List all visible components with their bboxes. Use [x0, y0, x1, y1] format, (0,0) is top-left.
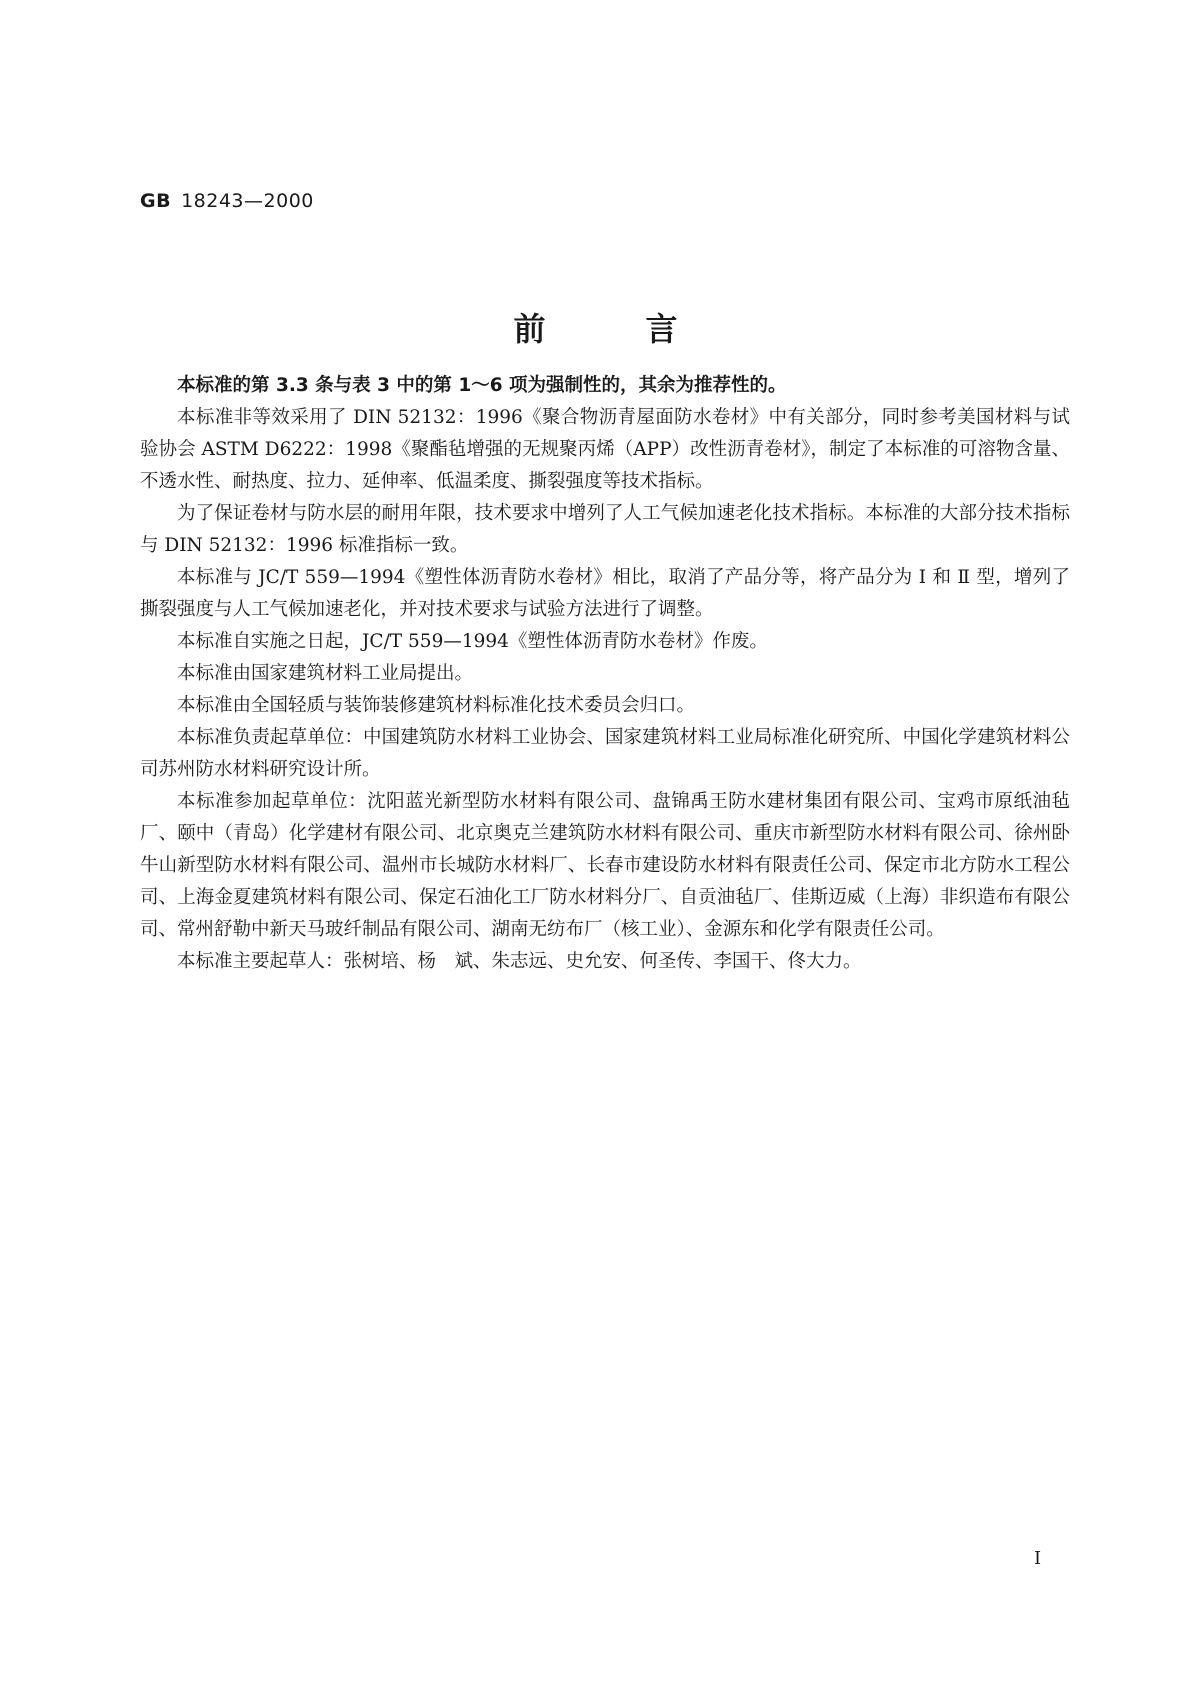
paragraph-supersedes: 本标准自实施之日起，JC/T 559—1994《塑性体沥青防水卷材》作废。: [177, 631, 768, 652]
standard-code: 18243—2000: [181, 190, 314, 212]
paragraph-reference-standards: 本标准非等效采用了 DIN 52132：1996《聚合物沥青屋面防水卷材》中有关部分，同时参考美国材料与试验协会 ASTM D6222：1998《聚酯毡增强的无规聚丙烯（APP）改性沥青卷材》，制定了本标准的可溶物含量、不透水性、耐热度、拉力、延伸率、低温柔度、撕裂强度等技术指标。: [140, 407, 1070, 492]
document-header: [140, 190, 314, 212]
paragraph-main-drafters: 本标准主要起草人：张树培、杨 斌、朱志远、史允安、何圣传、李国干、佟大力。: [177, 951, 862, 972]
page-number: Ⅰ: [1034, 1548, 1042, 1569]
paragraph-aging-index: 为了保证卷材与防水层的耐用年限，技术要求中增列了人工气候加速老化技术指标。本标准的大部分技术指标与 DIN 52132：1996 标准指标一致。: [140, 503, 1070, 556]
standard-prefix: GB: [140, 190, 172, 212]
paragraph-under-jurisdiction: 本标准由全国轻质与装饰装修建筑材料标准化技术委员会归口。: [177, 695, 696, 716]
paragraph-participating-drafters: 本标准参加起草单位：沈阳蓝光新型防水材料有限公司、盘锦禹王防水建材集团有限公司、宝鸡市原纸油毡厂、颐中（青岛）化学建材有限公司、北京奥克兰建筑防水材料有限公司、重庆市新型防水材料有限公司、徐州卧牛山新型防水材料有限公司、温州市长城防水材料厂、长春市建设防水材料有限责任公司、保定市北方防水工程公司、上海金夏建筑材料有限公司、保定石油化工厂防水材料分厂、自贡油毡厂、佳斯迈威（上海）非织造布有限公司、常州舒勒中新天马玻纤制品有限公司、湖南无纺布厂（核工业）、金源东和化学有限责任公司。: [140, 791, 1070, 940]
paragraph-comparison: 本标准与 JC/T 559—1994《塑性体沥青防水卷材》相比，取消了产品分等，将产品分为 Ⅰ 和 Ⅱ 型，增列了撕裂强度与人工气候加速老化，并对技术要求与试验方法进行了调整。: [140, 567, 1070, 620]
paragraph-proposed-by: 本标准由国家建筑材料工业局提出。: [177, 663, 474, 684]
paragraph-lead-drafters: 本标准负责起草单位：中国建筑防水材料工业协会、国家建筑材料工业局标准化研究所、中国化学建筑材料公司苏州防水材料研究设计所。: [140, 727, 1070, 780]
paragraph-mandatory-clause: 本标准的第 3.3 条与表 3 中的第 1～6 项为强制性的，其余为推荐性的。: [177, 375, 787, 396]
section-title: 前言: [513, 310, 778, 348]
foreword-body: [140, 370, 1070, 978]
